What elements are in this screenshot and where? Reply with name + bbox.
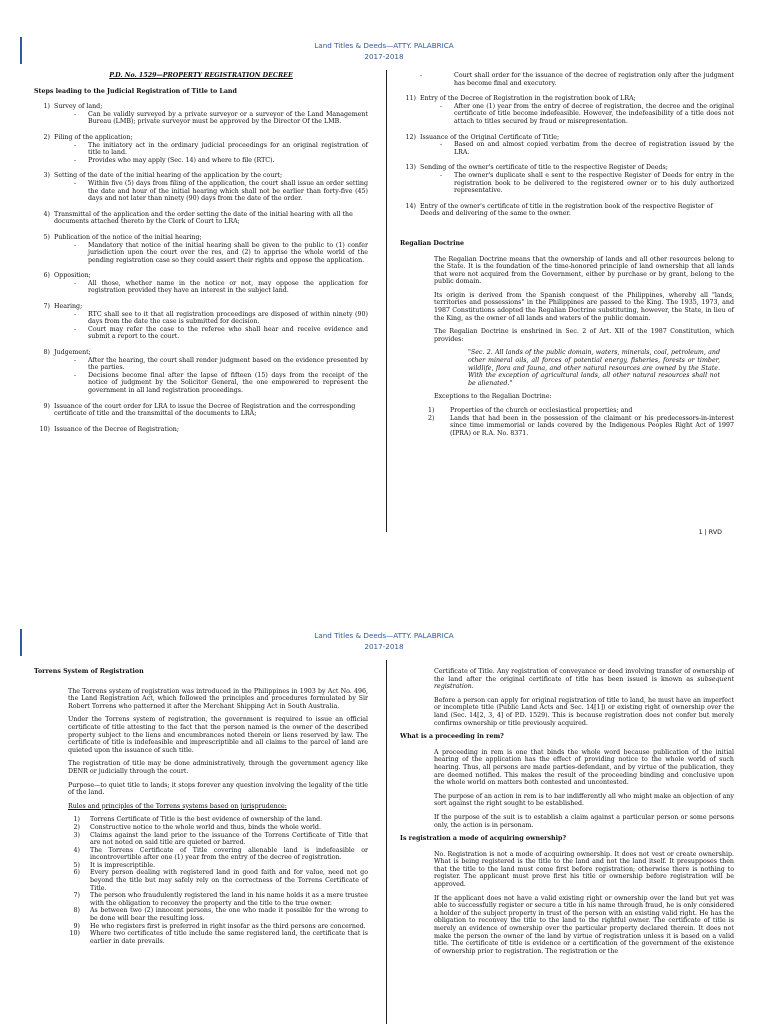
page-gap bbox=[0, 560, 768, 624]
sub-item: - Provides who may apply (Sec. 14) and where to file (RTC). bbox=[54, 157, 368, 165]
list-item: 6) Opposition; - All those, whether name in the notice or not, may oppose the application for registration provided they have an interest in the subject land. bbox=[34, 272, 368, 295]
list-item: 1) Torrens Certificate of Title is the best evidence of ownership of the land. bbox=[73, 816, 323, 824]
constitution-quote: "Sec. 2. All lands of the public domain, waters, minerals, coal, petroleum, and other mineral oils, all forces of potential energy, fisheries, forests or timber, wildlife, flora and fauna, and other natural resources are owned by the State. With the exception of agricultural lands, all other natural resources shall not be alienated." bbox=[468, 349, 720, 387]
registration-mode-heading: Is registration a mode of acquiring ownership? bbox=[400, 835, 567, 843]
list-item: 2) Constructive notice to the whole world and thus, binds the whole world. bbox=[73, 823, 321, 831]
list-item: 4) Transmittal of the application and the order setting the date of the initial hearing with all the documents attached thereto by the Clerk of Court to LRA; bbox=[43, 210, 353, 226]
list-item: 8) Judgement; - After the hearing, the court shall render judgment based on the evidence presented by the parties. - Decisions become final after the lapse of fifteen (15) days from the receipt of the notice of judgment by the Solicitor General, the one empowered to represent the government in all land registration proceedings. bbox=[34, 349, 368, 395]
exceptions-list bbox=[400, 407, 734, 437]
list-item: 3) Claims against the land prior to the issuance of the Torrens Certificate of Title that are not noted on said title are quieted or barred. bbox=[73, 831, 368, 847]
header-title: Land Titles & Deeds—ATTY. PALABRICA bbox=[314, 41, 454, 50]
list-item: 2) Filing of the application; - The initiatory act in the ordinary judicial proceedings for an original registration of title to land. - Provides who may apply (Sec. 14) and where to file (RTC). bbox=[34, 134, 368, 164]
regalian-paragraph: The Regalian Doctrine is enshrined in Sec. 2 of Art. XII of the 1987 Constitution, which provides: bbox=[434, 328, 734, 343]
page-footer: 1 | RVD bbox=[698, 529, 722, 536]
sub-item: - The owner's duplicate shall e sent to the respective Register of Deeds for entry in the registration book to be delivered to the registered owner or to his duly authorized representative. bbox=[420, 172, 734, 195]
list-item: 9) Issuance of the court order for LRA to issue the Decree of Registration and the corresponding certificate of title and the transmittal of the documents to LRA; bbox=[43, 402, 356, 418]
document-page-2 bbox=[0, 624, 768, 1024]
torrens-heading: Torrens System of Registration bbox=[34, 668, 144, 675]
ownership-paragraph: Before a person can apply for original registration of title to land, he must have an imperfect or incomplete title (Public Land Acts and Sec. 14[1]) or existing right of ownership over the land (Sec. 14[2, 3, 4] of P.D. 1529). This is because registration does not confer but merely confirms ownership or title previously acquired. bbox=[434, 696, 734, 727]
in-rem-paragraph: The purpose of an action in rem is to bar indifferently all who might make an objection of any sort against the right sought to be established. bbox=[434, 792, 734, 808]
list-item: 6) Every person dealing with registered land in good faith and for value, need not go beyond the title but may safely rely on the correctness of the Torrens Certificate of Title. bbox=[73, 869, 368, 892]
list-item: 5) Publication of the notice of the initial hearing; - Mandatory that notice of the initial hearing shall be given to the public to (1) confer jurisdiction upon the court over the res, and (2) to apprise the whole world of the pending registration case so they could assert their rights and oppose the application. bbox=[34, 234, 368, 264]
page-header bbox=[0, 40, 768, 62]
rules-list bbox=[34, 816, 368, 945]
list-item: 1) Properties of the church or ecclesiastical properties; and bbox=[428, 407, 633, 414]
sub-item: - Based on and almost copied verbatim from the decree of registration issued by the LRA. bbox=[420, 141, 734, 156]
registration-paragraph: No. Registration is not a mode of acquiring ownership. It does not vest or create ownership. What is being registered is the title to the land and not the land itself. It presupposes then that the title to the land must come first before registration; otherwise there is nothing to register. The applicant must prove first his title or ownership before registration will be approved. bbox=[434, 850, 734, 889]
list-item: 10) Issuance of the Decree of Registration; bbox=[39, 425, 179, 433]
sub-item: - Decisions become final after the lapse of fifteen (15) days from the receipt of the notice of judgment by the Solicitor General, the one empowered to represent the government in all land registration proceedings. bbox=[54, 372, 368, 395]
torrens-paragraph: The Torrens system of registration was introduced in the Philippines in 1903 by Act No. 496, the Land Registration Act, which followed the principles and procedures formulated by Sir Robert Torrens who patterned it after the Merchant Shipping Act in South Australia. bbox=[68, 687, 368, 710]
sub-item: - All those, whether name in the notice or not, may oppose the application for registration provided they have an interest in the subject land. bbox=[54, 280, 368, 295]
list-item: 12) Issuance of the Original Certificate of Title; - Based on and almost copied verbatim from the decree of registration issued by the LRA. bbox=[400, 134, 734, 157]
in-rem-heading: What is a proceeding in rem? bbox=[400, 733, 504, 741]
sub-item: - Can be validly surveyed by a private surveyor or a surveyor of the Land Management Bureau (LMB); private surveyor must be approved by the Director Of the LMB. bbox=[54, 111, 368, 126]
list-item: 13) Sending of the owner's certificate of title to the respective Register of Deeds; - The owner's duplicate shall e sent to the respective Register of Deeds for entry in the registration book to be delivered to the registered owner or to his duly authorized representative. bbox=[400, 164, 734, 194]
sub-item: - Within five (5) days from filing of the application, the court shall issue an order setting the date and hour of the initial hearing which shall not be earlier than forty-five (45) days and not later than ninety (90) days from the date of the order. bbox=[54, 180, 368, 203]
list-item: 7) Hearing; - RTC shall see to it that all registration proceedings are disposed of within ninety (90) days from the date the case is submitted for decision. - Court may refer the case to the referee who shall hear and receive evidence and submit a report to the court. bbox=[34, 303, 368, 341]
list-item: 2) Lands that had been in the possession of the claimant or his predecessors-in-interest since time immemorial or lands covered by the Indigenous Peoples Right Act of 1997 (IPRA) or R.A. No. 8371. bbox=[428, 414, 734, 437]
intro-paragraph: Certificate of Title. Any registration of conveyance or deed involving transfer of ownership of the land after the original certificate of title has been issued is known as subsequent registration. bbox=[434, 668, 734, 691]
in-rem-paragraph: A proceeding in rem is one that binds the whole word because publication of the initial hearing of the application has the effect of providing notice to the whole world of such hearing. Thus, all persons are made parties-defendant, and by virtue of the publication, they are deemed notified. This makes the result of the proceeding binding and conclusive upon the whole world on matters both contested and uncontested. bbox=[434, 748, 734, 787]
header-year: 2017-2018 bbox=[364, 642, 404, 651]
list-item: 4) The Torrens Certificate of Title covering alienable land is indefeasible or incontrovertible after one (1) year from the entry of the decree of registration. bbox=[73, 846, 368, 862]
list-item: 11) Entry of the Decree of Registration in the registration book of LRA; - After one (1) year from the entry of decree of registration, the decree and the original certificate of title become indefeasible. However, the indefeasibility of a title does not attach to titles secured by fraud or misrepresentation. bbox=[400, 95, 734, 125]
regalian-paragraph: The Regalian Doctrine means that the ownership of lands and all other resources belong to the State. It is the foundation of the time-honored principle of land ownership that all lands that were not acquired from the Government, either by purchase or by grant, belong to the public domain. bbox=[434, 255, 734, 286]
sub-item: - The initiatory act in the ordinary judicial proceedings for an original registration of title to land. bbox=[54, 142, 368, 157]
list-item: 5) It is imprescriptible. bbox=[73, 861, 156, 869]
right-column bbox=[400, 668, 734, 961]
header-title: Land Titles & Deeds—ATTY. PALABRICA bbox=[314, 631, 454, 640]
steps-heading: Steps leading to the Judicial Registration of Title to Land bbox=[34, 87, 237, 95]
list-item: 14) Entry of the owner's certificate of title in the registration book of the respective Register of Deeds and delivering of the same to the owner. bbox=[405, 202, 713, 218]
rules-heading: Rules and principles of the Torrens systems based on jurisprudence: bbox=[68, 802, 287, 810]
list-item: 3) Setting of the date of the initial hearing of the application by the court; - Within five (5) days from filing of the application, the court shall issue an order setting the date and hour of the initial hearing which shall not be earlier than forty-five (45) days and not later than ninety (90) days from the date of the order. bbox=[34, 172, 368, 202]
list-item: 8) As between two (2) innocent persons, the one who made it possible for the wrong to be done will bear the resulting loss. bbox=[73, 907, 368, 923]
sub-item: - Court may refer the case to the referee who shall hear and receive evidence and submit a report to the court. bbox=[54, 326, 368, 341]
torrens-paragraph: Under the Torrens system of registration, the government is required to issue an official certificate of title attesting to the fact that the person named is the owner of the described property subject to the liens and encumbrances noted therein or liens reserved by law. The certificate of title is indefeasible and imprescriptible and all claims to the parcel of land are quieted upon the issuance of such title. bbox=[68, 716, 368, 754]
registration-paragraph: If the applicant does not have a valid existing right or ownership over the land but yet was able to successfully register or secure a title in his name through fraud, he is only considered a holder of the subject property in trust of the person with an existing valid right. He has the obligation to reconvey the title to the land to the rightful owner. The certificate of title is merely an evidence of ownership over the particular property declared therein. It does not make the person the owner of the land by virtue of registration unless it is based on a valid title. The certificate of title is evidence or a certification of the government of the existence of ownership prior to registration. The registration or the bbox=[434, 894, 734, 955]
regalian-heading: Regalian Doctrine bbox=[400, 239, 465, 247]
left-column bbox=[34, 72, 368, 441]
list-item: 1) Survey of land; - Can be validly surveyed by a private surveyor or a surveyor of the Land Management Bureau (LMB); private surveyor must be approved by the Director Of the LMB. bbox=[34, 103, 368, 126]
header-year: 2017-2018 bbox=[364, 52, 404, 61]
regalian-paragraph: Its origin is derived from the Spanish conquest of the Philippines, whereby all "lands, territories and possessions" in the Philippines are passed to the King. The 1935, 1973, and 1987 Constitutions adopted the Regalian Doctrine substituting, however, the State, in lieu of the King, as the owner of all lands and waters of the public domain. bbox=[434, 291, 734, 322]
column-divider bbox=[386, 660, 387, 1024]
sub-item: - Court shall order for the issuance of the decree of registration only after the judgment has become final and executory. bbox=[400, 72, 734, 87]
decree-title: P.D. No. 1529—PROPERTY REGISTRATION DECREE bbox=[109, 72, 293, 79]
torrens-paragraph: Purpose—to quiet title to lands; it stops forever any question involving the legality of the title of the land. bbox=[68, 781, 368, 797]
sub-item: - Mandatory that notice of the initial hearing shall be given to the public to (1) confer jurisdiction upon the court over the res, and (2) to apprise the whole world of the pending registration case so they could assert their rights and oppose the application. bbox=[54, 242, 368, 265]
steps-list bbox=[34, 103, 368, 433]
list-item: 10) Where two certificates of title include the same registered land, the certificate that is earlier in date prevails. bbox=[69, 930, 368, 945]
in-rem-paragraph: If the purpose of the suit is to establish a claim against a particular person or some persons only, the action is in personam. bbox=[434, 813, 734, 829]
page-header bbox=[0, 630, 768, 652]
column-divider bbox=[386, 70, 387, 532]
exceptions-intro: Exceptions to the Regalian Doctrine: bbox=[434, 393, 552, 401]
list-item: 7) The person who fraudulently registered the land in his name holds it as a mere trustee with the obligation to reconvey the property and the title to the true owner. bbox=[73, 892, 368, 907]
steps-list-continued bbox=[400, 95, 734, 218]
list-item: 9) He who registers first is preferred in right insofar as the third persons are concerned. bbox=[73, 922, 366, 930]
left-column bbox=[34, 668, 368, 945]
sub-item: - RTC shall see to it that all registration proceedings are disposed of within ninety (90) days from the date the case is submitted for decision. bbox=[54, 311, 368, 326]
sub-item: - After the hearing, the court shall render judgment based on the evidence presented by the parties. bbox=[54, 357, 368, 372]
torrens-paragraph: The registration of title may be done administratively, through the government agency like DENR or judicially through the court. bbox=[68, 760, 368, 775]
sub-item: - After one (1) year from the entry of decree of registration, the decree and the original certificate of title become indefeasible. However, the indefeasibility of a title does not attach to titles secured by fraud or misrepresentation. bbox=[420, 103, 734, 126]
right-column bbox=[400, 72, 734, 437]
